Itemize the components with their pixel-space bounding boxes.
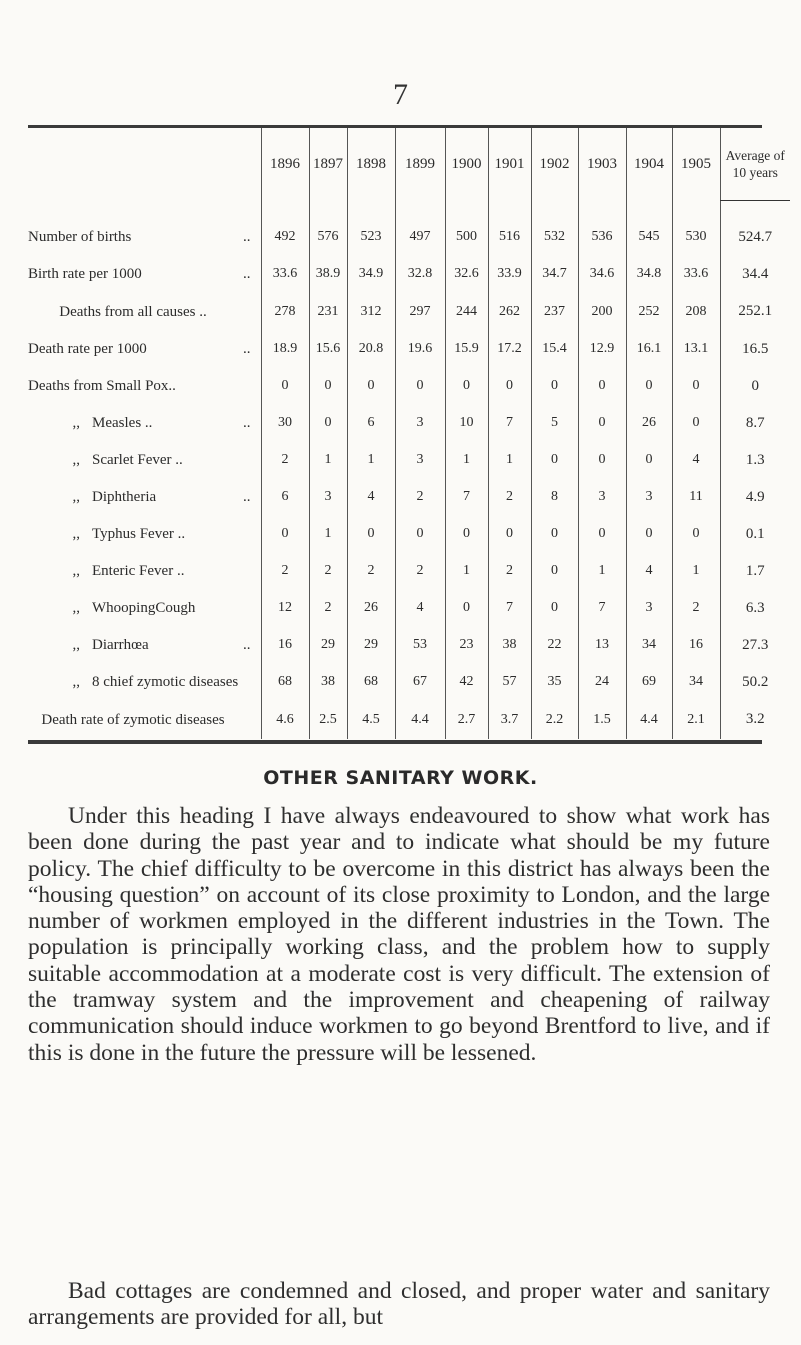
row-label-text: 8 chief zymotic diseases <box>92 673 239 690</box>
value-cell: 20.8 <box>347 331 395 368</box>
row-label-text: Birth rate per 1000 <box>28 265 142 282</box>
value-cell: 34.6 <box>578 256 626 293</box>
row-label <box>28 256 261 293</box>
value-cell: 1 <box>488 442 531 479</box>
value-cell: 4 <box>626 553 672 590</box>
average-cell: 6.3 <box>720 590 790 627</box>
value-cell: 0 <box>445 516 488 553</box>
value-cell: 13 <box>578 627 626 664</box>
value-cell: 23 <box>445 627 488 664</box>
value-cell: 4 <box>347 479 395 516</box>
value-cell: 2 <box>395 553 445 590</box>
value-cell: 244 <box>445 293 488 331</box>
value-cell: 0 <box>578 405 626 442</box>
row-label-text: Diphtheria <box>92 488 157 505</box>
value-cell: 53 <box>395 627 445 664</box>
average-cell: 16.5 <box>720 331 790 368</box>
value-cell: 12 <box>261 590 309 627</box>
value-cell: 0 <box>626 368 672 405</box>
row-label <box>28 368 261 405</box>
table-row <box>28 590 790 627</box>
row-label <box>28 553 261 590</box>
value-cell: 0 <box>261 368 309 405</box>
table-row <box>28 664 790 701</box>
row-label-text: Deaths from Small Pox.. <box>28 377 176 394</box>
value-cell: 0 <box>309 405 347 442</box>
section-heading: OTHER SANITARY WORK. <box>263 767 538 789</box>
value-cell: 0 <box>395 368 445 405</box>
value-cell: 278 <box>261 293 309 331</box>
ditto-mark: ,, <box>72 488 80 505</box>
value-cell: 29 <box>309 627 347 664</box>
row-label <box>28 516 261 553</box>
spacer-cell <box>672 200 720 219</box>
row-label <box>28 405 261 442</box>
row-label-text: Diarrhœa <box>92 636 149 653</box>
header-year: 1903 <box>578 128 626 200</box>
value-cell: 0 <box>531 590 578 627</box>
spacer-cell <box>720 200 790 219</box>
value-cell: 4.4 <box>626 701 672 739</box>
value-cell: 16 <box>261 627 309 664</box>
value-cell: 1 <box>578 553 626 590</box>
value-cell: 231 <box>309 293 347 331</box>
ditto-mark: ,, <box>72 414 80 431</box>
value-cell: 2.7 <box>445 701 488 739</box>
value-cell: 3.7 <box>488 701 531 739</box>
value-cell: 2.2 <box>531 701 578 739</box>
value-cell: 0 <box>626 516 672 553</box>
value-cell: 2 <box>261 442 309 479</box>
value-cell: 4.6 <box>261 701 309 739</box>
value-cell: 0 <box>309 368 347 405</box>
value-cell: 34.7 <box>531 256 578 293</box>
spacer-cell <box>531 200 578 219</box>
value-cell: 10 <box>445 405 488 442</box>
row-label <box>28 293 261 331</box>
value-cell: 1 <box>445 553 488 590</box>
value-cell: 67 <box>395 664 445 701</box>
statistics-table-container <box>28 125 790 744</box>
header-blank <box>28 128 261 200</box>
header-year: 1897 <box>309 128 347 200</box>
table-row <box>28 442 790 479</box>
value-cell: 1 <box>445 442 488 479</box>
value-cell: 15.4 <box>531 331 578 368</box>
table-row <box>28 553 790 590</box>
value-cell: 545 <box>626 219 672 256</box>
value-cell: 2 <box>672 590 720 627</box>
average-cell: 3.2 <box>720 701 790 739</box>
row-label <box>28 701 261 739</box>
value-cell: 33.6 <box>672 256 720 293</box>
value-cell: 312 <box>347 293 395 331</box>
value-cell: 0 <box>578 368 626 405</box>
average-cell: 1.3 <box>720 442 790 479</box>
value-cell: 12.9 <box>578 331 626 368</box>
value-cell: 38 <box>309 664 347 701</box>
value-cell: 1.5 <box>578 701 626 739</box>
value-cell: 0 <box>347 368 395 405</box>
value-cell: 3 <box>395 442 445 479</box>
value-cell: 38.9 <box>309 256 347 293</box>
value-cell: 0 <box>445 368 488 405</box>
ditto-mark: ,, <box>72 673 80 690</box>
spacer-cell <box>488 200 531 219</box>
value-cell: 0 <box>531 516 578 553</box>
ditto-mark: ,, <box>72 599 80 616</box>
table-row <box>28 405 790 442</box>
spacer-cell <box>309 200 347 219</box>
value-cell: 33.6 <box>261 256 309 293</box>
header-year: 1905 <box>672 128 720 200</box>
value-cell: 297 <box>395 293 445 331</box>
spacer-cell <box>347 200 395 219</box>
value-cell: 7 <box>578 590 626 627</box>
row-label-text: Death rate of zymotic diseases <box>41 711 225 728</box>
body-paragraph: Bad cottages are condemned and closed, and proper water and sanitary arrangements are provided for all, but <box>28 1278 770 1331</box>
value-cell: 68 <box>347 664 395 701</box>
row-label <box>28 219 261 256</box>
value-cell: 2 <box>488 479 531 516</box>
table-row <box>28 256 790 293</box>
value-cell: 0 <box>578 516 626 553</box>
value-cell: 57 <box>488 664 531 701</box>
average-cell: 8.7 <box>720 405 790 442</box>
value-cell: 3 <box>626 590 672 627</box>
value-cell: 0 <box>261 516 309 553</box>
spacer-cell <box>261 200 309 219</box>
value-cell: 4 <box>395 590 445 627</box>
value-cell: 0 <box>488 368 531 405</box>
row-label-text: Death rate per 1000 <box>28 340 147 357</box>
row-label <box>28 664 261 701</box>
value-cell: 530 <box>672 219 720 256</box>
ditto-mark: ,, <box>72 562 80 579</box>
value-cell: 0 <box>488 516 531 553</box>
table-header-row <box>28 128 790 200</box>
value-cell: 516 <box>488 219 531 256</box>
table-body <box>28 200 790 739</box>
value-cell: 0 <box>445 590 488 627</box>
value-cell: 1 <box>309 442 347 479</box>
ditto-mark: ,, <box>72 525 80 542</box>
value-cell: 42 <box>445 664 488 701</box>
row-label <box>28 479 261 516</box>
table-row <box>28 331 790 368</box>
value-cell: 15.9 <box>445 331 488 368</box>
value-cell: 11 <box>672 479 720 516</box>
row-label-text: Measles .. <box>92 414 153 431</box>
value-cell: 0 <box>578 442 626 479</box>
spacer-cell <box>445 200 488 219</box>
value-cell: 497 <box>395 219 445 256</box>
header-year: 1899 <box>395 128 445 200</box>
row-label-text: WhoopingCough <box>92 599 196 616</box>
dot-leader: .. <box>243 340 251 357</box>
value-cell: 2 <box>309 553 347 590</box>
value-cell: 576 <box>309 219 347 256</box>
value-cell: 26 <box>626 405 672 442</box>
value-cell: 38 <box>488 627 531 664</box>
value-cell: 24 <box>578 664 626 701</box>
row-label <box>28 331 261 368</box>
value-cell: 4.4 <box>395 701 445 739</box>
header-year: 1896 <box>261 128 309 200</box>
page-number: 7 <box>393 78 408 111</box>
vital-statistics-table <box>28 128 790 739</box>
spacer-cell <box>28 200 261 219</box>
value-cell: 22 <box>531 627 578 664</box>
value-cell: 536 <box>578 219 626 256</box>
value-cell: 34 <box>626 627 672 664</box>
value-cell: 18.9 <box>261 331 309 368</box>
body-paragraph: Under this heading I have always endeavoured to show what work has been done during the past year and to indicate what should be my future policy. The chief difficulty to be overcome in this district has always been the “housing question” on account of its close proximity to London, and the large number of workmen employed in the different industries in the Town. The population is principally working class, and the problem how to supply suitable accommodation at a moderate cost is very difficult. The extension of the tramway system and the improvement and cheapening of railway communication should induce workmen to go beyond Brentford to live, and if this is done in the future the pressure will be lessened. <box>28 803 770 1066</box>
value-cell: 3 <box>626 479 672 516</box>
row-label-text: Typhus Fever .. <box>92 525 186 542</box>
value-cell: 30 <box>261 405 309 442</box>
value-cell: 208 <box>672 293 720 331</box>
value-cell: 16 <box>672 627 720 664</box>
value-cell: 523 <box>347 219 395 256</box>
row-label-text: Deaths from all causes .. <box>59 303 207 320</box>
row-label <box>28 627 261 664</box>
table-row <box>28 293 790 331</box>
value-cell: 3 <box>309 479 347 516</box>
dot-leader: .. <box>243 265 251 282</box>
table-spacer-row <box>28 200 790 219</box>
header-year: 1901 <box>488 128 531 200</box>
row-label-text: Enteric Fever .. <box>92 562 185 579</box>
dot-leader: .. <box>243 228 251 245</box>
value-cell: 33.9 <box>488 256 531 293</box>
value-cell: 532 <box>531 219 578 256</box>
average-cell: 252.1 <box>720 293 790 331</box>
header-year: 1898 <box>347 128 395 200</box>
average-cell: 27.3 <box>720 627 790 664</box>
row-label-text: Number of births <box>28 228 132 245</box>
value-cell: 262 <box>488 293 531 331</box>
row-label <box>28 442 261 479</box>
average-cell: 1.7 <box>720 553 790 590</box>
value-cell: 0 <box>672 368 720 405</box>
average-cell: 0.1 <box>720 516 790 553</box>
spacer-cell <box>395 200 445 219</box>
value-cell: 32.6 <box>445 256 488 293</box>
spacer-cell <box>578 200 626 219</box>
value-cell: 13.1 <box>672 331 720 368</box>
average-cell: 0 <box>720 368 790 405</box>
value-cell: 492 <box>261 219 309 256</box>
value-cell: 68 <box>261 664 309 701</box>
row-label-text: Scarlet Fever .. <box>92 451 183 468</box>
value-cell: 0 <box>531 442 578 479</box>
value-cell: 2 <box>261 553 309 590</box>
average-cell: 4.9 <box>720 479 790 516</box>
value-cell: 3 <box>578 479 626 516</box>
value-cell: 2 <box>395 479 445 516</box>
header-year: 1904 <box>626 128 672 200</box>
value-cell: 0 <box>347 516 395 553</box>
value-cell: 0 <box>672 405 720 442</box>
dot-leader: .. <box>243 414 251 431</box>
value-cell: 2 <box>347 553 395 590</box>
spacer-cell <box>626 200 672 219</box>
value-cell: 34 <box>672 664 720 701</box>
header-year: 1902 <box>531 128 578 200</box>
value-cell: 69 <box>626 664 672 701</box>
value-cell: 15.6 <box>309 331 347 368</box>
average-cell: 34.4 <box>720 256 790 293</box>
value-cell: 0 <box>531 368 578 405</box>
table-bottom-rule <box>28 740 762 744</box>
dot-leader: .. <box>243 636 251 653</box>
average-cell: 50.2 <box>720 664 790 701</box>
value-cell: 17.2 <box>488 331 531 368</box>
table-row <box>28 627 790 664</box>
average-cell: 524.7 <box>720 219 790 256</box>
value-cell: 29 <box>347 627 395 664</box>
value-cell: 6 <box>261 479 309 516</box>
value-cell: 0 <box>531 553 578 590</box>
value-cell: 7 <box>488 405 531 442</box>
value-cell: 2.1 <box>672 701 720 739</box>
value-cell: 34.8 <box>626 256 672 293</box>
value-cell: 1 <box>347 442 395 479</box>
table-row <box>28 701 790 739</box>
header-year: 1900 <box>445 128 488 200</box>
value-cell: 237 <box>531 293 578 331</box>
value-cell: 19.6 <box>395 331 445 368</box>
value-cell: 16.1 <box>626 331 672 368</box>
value-cell: 6 <box>347 405 395 442</box>
value-cell: 2.5 <box>309 701 347 739</box>
value-cell: 0 <box>672 516 720 553</box>
value-cell: 200 <box>578 293 626 331</box>
value-cell: 1 <box>309 516 347 553</box>
value-cell: 2 <box>309 590 347 627</box>
table-row <box>28 219 790 256</box>
table-row <box>28 516 790 553</box>
value-cell: 252 <box>626 293 672 331</box>
value-cell: 7 <box>445 479 488 516</box>
value-cell: 0 <box>395 516 445 553</box>
value-cell: 3 <box>395 405 445 442</box>
row-label <box>28 590 261 627</box>
value-cell: 32.8 <box>395 256 445 293</box>
value-cell: 34.9 <box>347 256 395 293</box>
value-cell: 4 <box>672 442 720 479</box>
table-row <box>28 368 790 405</box>
value-cell: 500 <box>445 219 488 256</box>
table-row <box>28 479 790 516</box>
dot-leader: .. <box>243 488 251 505</box>
value-cell: 2 <box>488 553 531 590</box>
value-cell: 5 <box>531 405 578 442</box>
value-cell: 0 <box>626 442 672 479</box>
value-cell: 4.5 <box>347 701 395 739</box>
value-cell: 26 <box>347 590 395 627</box>
ditto-mark: ,, <box>72 636 80 653</box>
value-cell: 1 <box>672 553 720 590</box>
header-average: Average of 10 years <box>720 128 790 200</box>
value-cell: 8 <box>531 479 578 516</box>
value-cell: 7 <box>488 590 531 627</box>
value-cell: 35 <box>531 664 578 701</box>
ditto-mark: ,, <box>72 451 80 468</box>
